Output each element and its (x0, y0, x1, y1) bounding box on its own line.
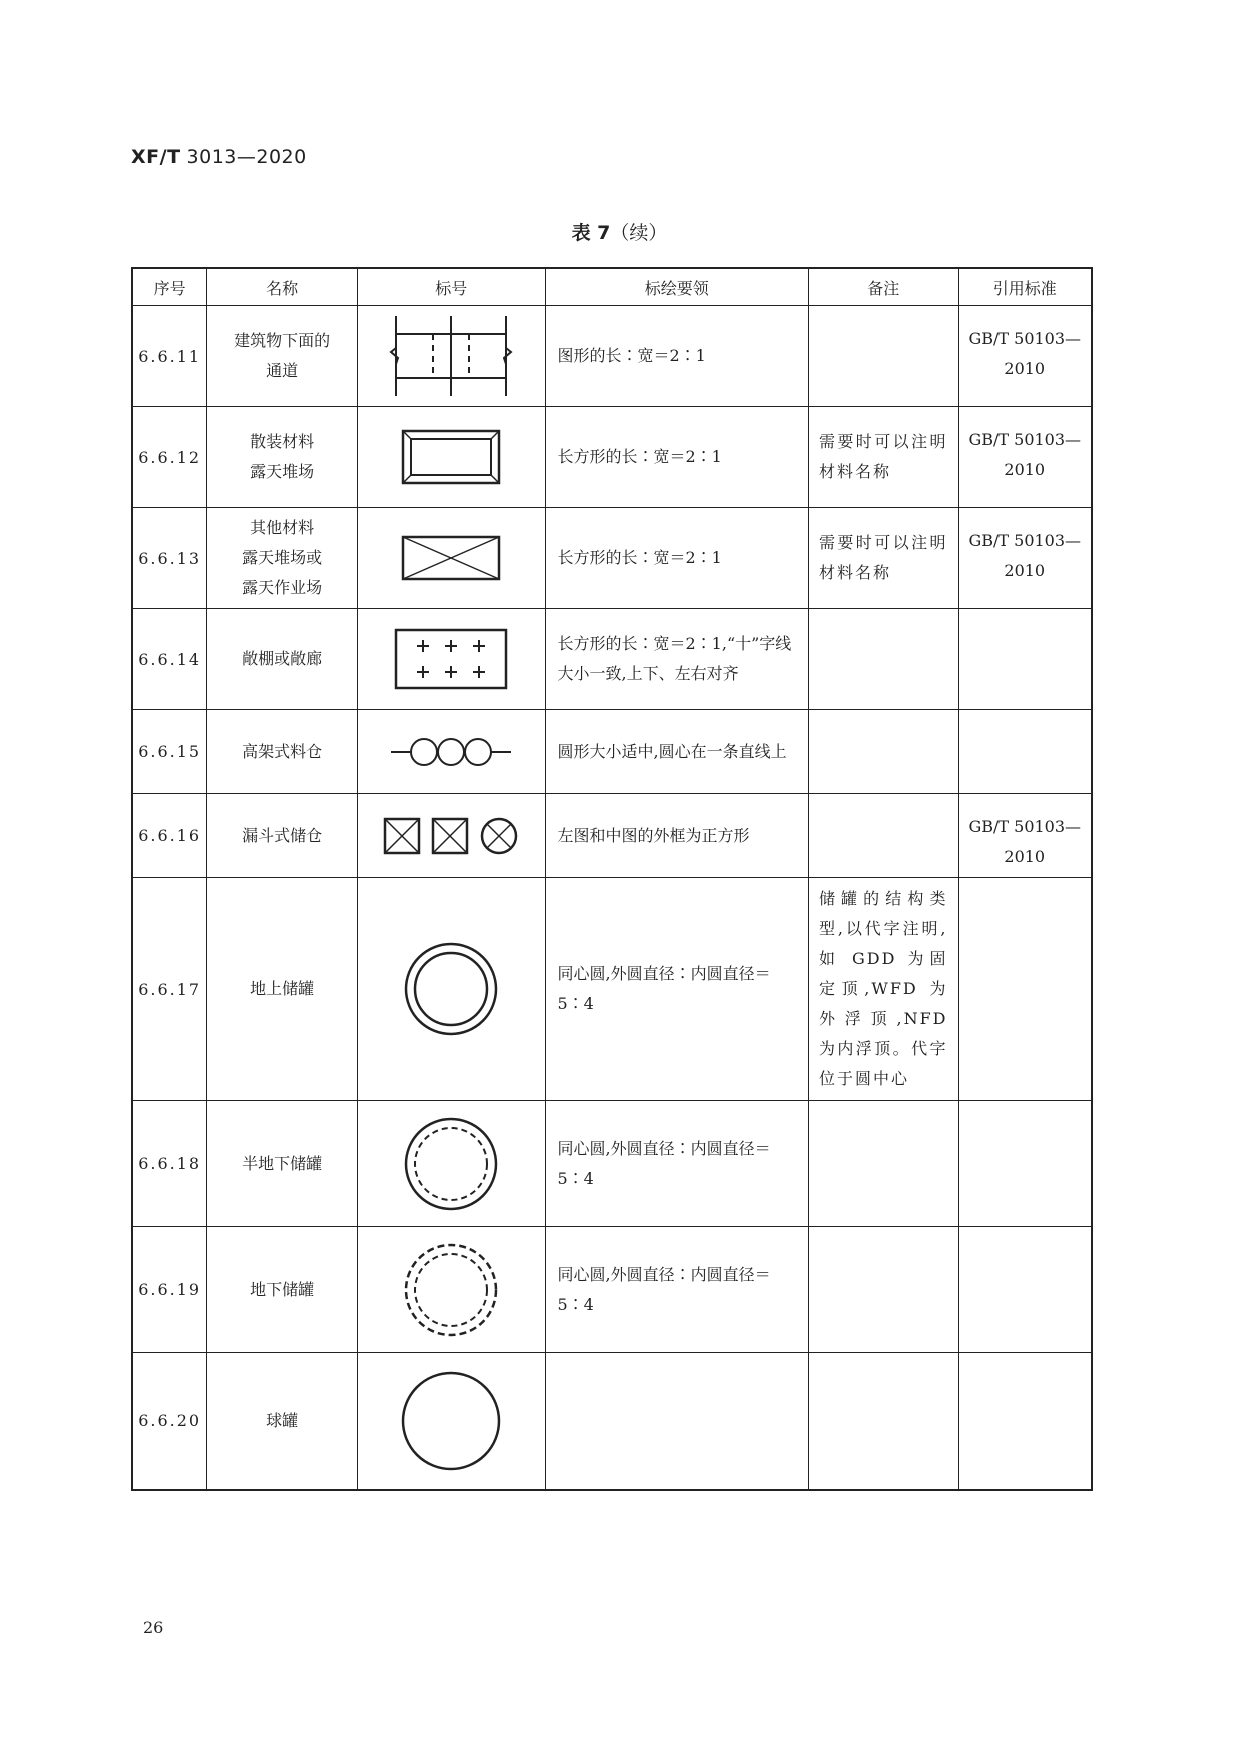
table-title-label: 表 7 (571, 222, 611, 244)
name-line: 露天作业场 (242, 578, 323, 597)
column-header-standard: 引用标准 (958, 268, 1092, 306)
name-line: 散装材料 (250, 432, 315, 451)
plus-grid-box-icon (394, 628, 508, 690)
row-standard (958, 1101, 1092, 1227)
row-number: 6.6.14 (132, 609, 207, 710)
row-drawing-rules: 左图和中图的外框为正方形 (545, 794, 808, 878)
table-row (132, 609, 1092, 710)
row-number: 6.6.12 (132, 407, 207, 508)
row-standard (958, 1353, 1092, 1490)
row-name: 地上储罐 (207, 878, 358, 1101)
row-drawing-rules: 长方形的长∶宽＝2∶1 (545, 508, 808, 609)
row-remarks (808, 306, 958, 407)
row-remarks: 储罐的结构类型,以代字注明,如 GDD 为固定顶,WFD 为外浮顶,NFD 为内浮顶。代字位于圆中心 (808, 878, 958, 1101)
document-code (131, 146, 307, 168)
row-remarks (808, 1227, 958, 1353)
row-standard (958, 609, 1092, 710)
row-drawing-rules: 长方形的长∶宽＝2∶1,“十”字线大小一致,上下、左右对齐 (545, 609, 808, 710)
row-standard (958, 1227, 1092, 1353)
row-number: 6.6.13 (132, 508, 207, 609)
row-name: 半地下储罐 (207, 1101, 358, 1227)
row-name: 地下储罐 (207, 1227, 358, 1353)
table-row (132, 508, 1092, 609)
row-name: 漏斗式储仓 (207, 794, 358, 878)
sphere-tank-icon (401, 1371, 501, 1471)
row-name (207, 407, 358, 508)
row-drawing-rules: 长方形的长∶宽＝2∶1 (545, 407, 808, 508)
page-number: 26 (143, 1618, 164, 1637)
doc-prefix: XF/T (131, 146, 181, 168)
row-symbol (357, 609, 545, 710)
row-number: 6.6.20 (132, 1353, 207, 1490)
table-row (132, 1227, 1092, 1353)
column-header-remarks: 备注 (808, 268, 958, 306)
bulk-yard-icon (401, 429, 501, 485)
row-symbol (357, 710, 545, 794)
name-line: 通道 (266, 361, 299, 380)
row-number: 6.6.18 (132, 1101, 207, 1227)
row-symbol (357, 1227, 545, 1353)
row-drawing-rules: 圆形大小适中,圆心在一条直线上 (545, 710, 808, 794)
row-name (207, 306, 358, 407)
std-line: GB/T 50103— (968, 430, 1082, 449)
row-number: 6.6.15 (132, 710, 207, 794)
row-remarks: 需要时可以注明材料名称 (808, 407, 958, 508)
table-title-suffix: （续） (610, 222, 668, 244)
circle-dashed-inner-icon (401, 1114, 501, 1214)
row-remarks (808, 1101, 958, 1227)
table-row (132, 306, 1092, 407)
row-standard (958, 710, 1092, 794)
row-remarks (808, 710, 958, 794)
row-symbol (357, 794, 545, 878)
row-number: 6.6.17 (132, 878, 207, 1101)
std-line: GB/T 50103— (968, 329, 1082, 348)
std-line: GB/T 50103— (968, 531, 1082, 550)
row-name: 球罐 (207, 1353, 358, 1490)
std-line: GB/T 50103— (968, 817, 1082, 836)
row-standard (958, 794, 1092, 878)
row-symbol (357, 306, 545, 407)
table-row (132, 878, 1092, 1101)
std-line: 2010 (1004, 561, 1046, 580)
three-circles-line-icon (389, 735, 513, 769)
row-name: 敞棚或敞廊 (207, 609, 358, 710)
std-line: 2010 (1004, 847, 1046, 866)
table-header-row (132, 268, 1092, 306)
row-number: 6.6.19 (132, 1227, 207, 1353)
table-row (132, 794, 1092, 878)
row-remarks (808, 609, 958, 710)
row-drawing-rules: 同心圆,外圆直径∶内圆直径＝5∶4 (545, 878, 808, 1101)
column-header-name: 名称 (207, 268, 358, 306)
std-line: 2010 (1004, 359, 1046, 378)
row-drawing-rules: 同心圆,外圆直径∶内圆直径＝5∶4 (545, 1101, 808, 1227)
row-number: 6.6.11 (132, 306, 207, 407)
hopper-bins-icon (383, 817, 519, 855)
row-symbol (357, 407, 545, 508)
column-header-drawing-rules: 标绘要领 (545, 268, 808, 306)
row-symbol (357, 878, 545, 1101)
table-row (132, 407, 1092, 508)
name-line: 露天堆场或 (242, 548, 323, 567)
crossed-box-icon (401, 535, 501, 581)
row-standard (958, 878, 1092, 1101)
row-remarks (808, 1353, 958, 1490)
table-row (132, 1101, 1092, 1227)
symbol-table (131, 267, 1093, 1491)
concentric-solid-circles-icon (401, 939, 501, 1039)
column-header-number: 序号 (132, 268, 207, 306)
double-dashed-circle-icon (401, 1240, 501, 1340)
doc-number: 3013—2020 (186, 146, 307, 168)
row-number: 6.6.16 (132, 794, 207, 878)
table-row (132, 710, 1092, 794)
row-symbol (357, 508, 545, 609)
name-line: 露天堆场 (250, 462, 315, 481)
underpass-icon (386, 314, 516, 398)
row-name (207, 508, 358, 609)
row-drawing-rules: 图形的长∶宽＝2∶1 (545, 306, 808, 407)
row-symbol (357, 1353, 545, 1490)
std-line: 2010 (1004, 460, 1046, 479)
row-symbol (357, 1101, 545, 1227)
row-standard (958, 306, 1092, 407)
column-header-symbol: 标号 (357, 268, 545, 306)
table-title (0, 218, 1239, 245)
row-name: 高架式料仓 (207, 710, 358, 794)
table-row (132, 1353, 1092, 1490)
row-drawing-rules (545, 1353, 808, 1490)
name-line: 其他材料 (250, 518, 315, 537)
row-drawing-rules: 同心圆,外圆直径∶内圆直径＝5∶4 (545, 1227, 808, 1353)
row-standard (958, 407, 1092, 508)
row-standard (958, 508, 1092, 609)
row-remarks: 需要时可以注明材料名称 (808, 508, 958, 609)
row-remarks (808, 794, 958, 878)
name-line: 建筑物下面的 (234, 331, 331, 350)
